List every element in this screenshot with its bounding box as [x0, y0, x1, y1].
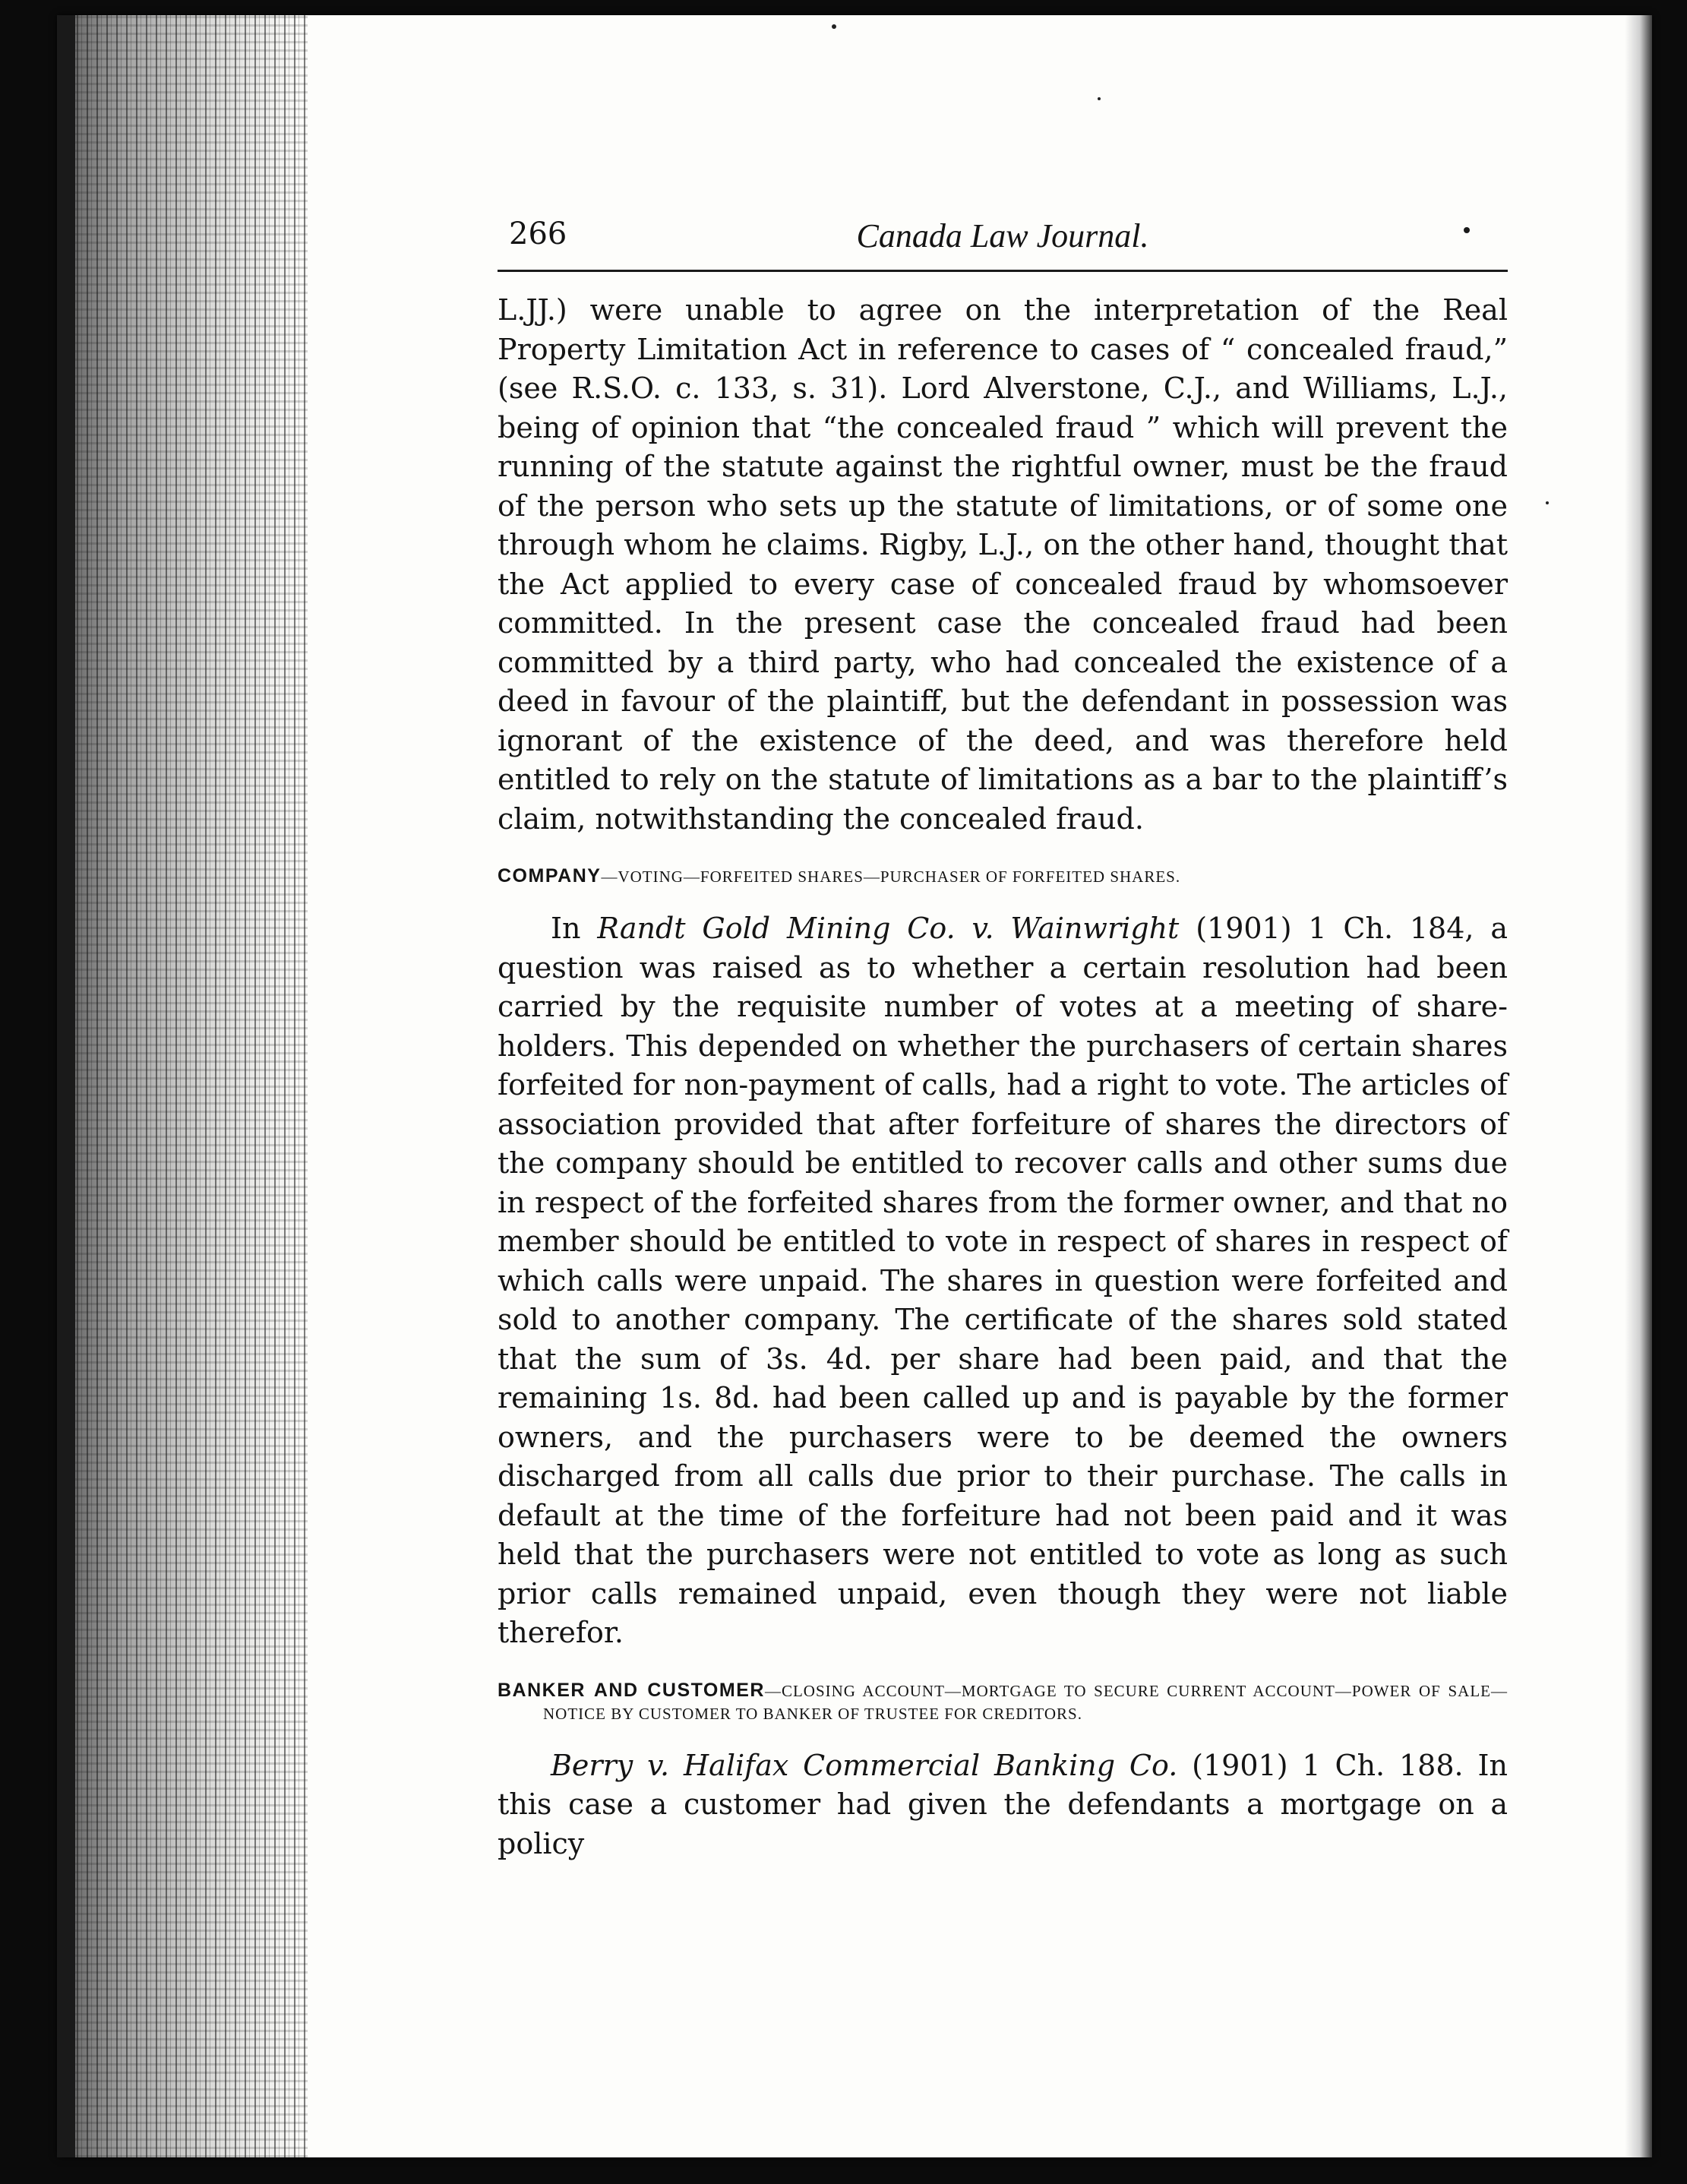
- section-heading-company: [498, 864, 1508, 888]
- section-heading-key: COMPANY: [498, 865, 602, 887]
- page-number: 266: [509, 217, 567, 251]
- section-heading-subtopics: —CLOSING ACCOUNT—MORTGAGE TO SECURE CURRENT ACCOUNT—POWER OF SALE—NOTICE BY CUSTOMER TO BANKER OF TRUSTEE FOR CREDITORS.: [543, 1681, 1508, 1723]
- case-body: (1901) 1 Ch. 184, a question was raised as to whether a certain resolution had been carried by the requisite number of votes at a meeting of share-holders. This depended on whether the purchasers of certain shares forfeited for non-payment of calls, had a right to vote. The articles of association provided that after forfeiture of shares the directors of the company should be entitled to recover calls and other sums due in respect of the forfeited shares from the former owner, and that no member should be entitled to vote in respect of shares in respect of which calls were unpaid. The shares in question were forfeited and sold to another company. The certificate of the shares sold stated that the sum of 3s. 4d. per share had been paid, and that the remaining 1s. 8d. had been called up and is payable by the former owners, and the purchasers were to be deemed the owners discharged from all calls due prior to their purchase. The calls in default at the time of the forfeiture had not been paid and it was held that the purchasers were not entitled to vote as long as such prior calls remained unpaid, even though they were not liable therefor.: [498, 912, 1508, 1649]
- section-heading-banker-and-customer: [498, 1679, 1508, 1725]
- case-name: Berry v. Halifax Commercial Banking Co.: [551, 1748, 1178, 1782]
- section-heading-subtopics: —VOTING—FORFEITED SHARES—PURCHASER OF FORFEITED SHARES.: [601, 868, 1181, 886]
- case-name: Randt Gold Mining Co. v. Wainwright: [597, 912, 1180, 945]
- binding-edge-shadow: [57, 15, 75, 2157]
- scan-speck: [1098, 97, 1101, 100]
- case-intro: In: [551, 912, 581, 945]
- scan-speck: [1546, 501, 1549, 504]
- journal-title: Canada Law Journal.: [856, 217, 1149, 254]
- section-paragraph-company: [498, 909, 1508, 1653]
- scan-speck: [832, 24, 836, 29]
- page-content: [498, 217, 1508, 1863]
- section-paragraph-banker-and-customer: [498, 1746, 1508, 1864]
- running-head-dot: [1464, 227, 1470, 233]
- section-heading-key: BANKER AND CUSTOMER: [498, 1679, 765, 1701]
- book-binding-gutter: [57, 15, 308, 2157]
- page-right-edge: [1625, 15, 1652, 2157]
- running-head: [498, 217, 1508, 272]
- case-body: (1901) 1 Ch. 188. In this case a customer had given the defendants a mortgage on a policy: [498, 1748, 1508, 1860]
- scanned-page: [57, 15, 1652, 2157]
- opening-paragraph: L.JJ.) were unable to agree on the interpretation of the Real Property Limitation Act in reference to cases of “ concealed fraud,” (see R.S.O. c. 133, s. 31). Lord Alverstone, C.J., and Williams, L.J., being of opinion that “the concealed fraud ” which will prevent the running of the statute against the rightful owner, must be the fraud of the person who sets up the statute of limitations, or of some one through whom he claims. Rigby, L.J., on the other hand, thought that the Act applied to every case of concealed fraud by whomsoever committed. In the present case the concealed fraud had been committed by a third party, who had concealed the existence of a deed in favour of the plaintiff, but the defendant in possession was ignorant of the existence of the deed, and was therefore held entitled to rely on the statute of limitations as a bar to the plaintiff’s claim, notwithstanding the concealed fraud.: [498, 293, 1508, 836]
